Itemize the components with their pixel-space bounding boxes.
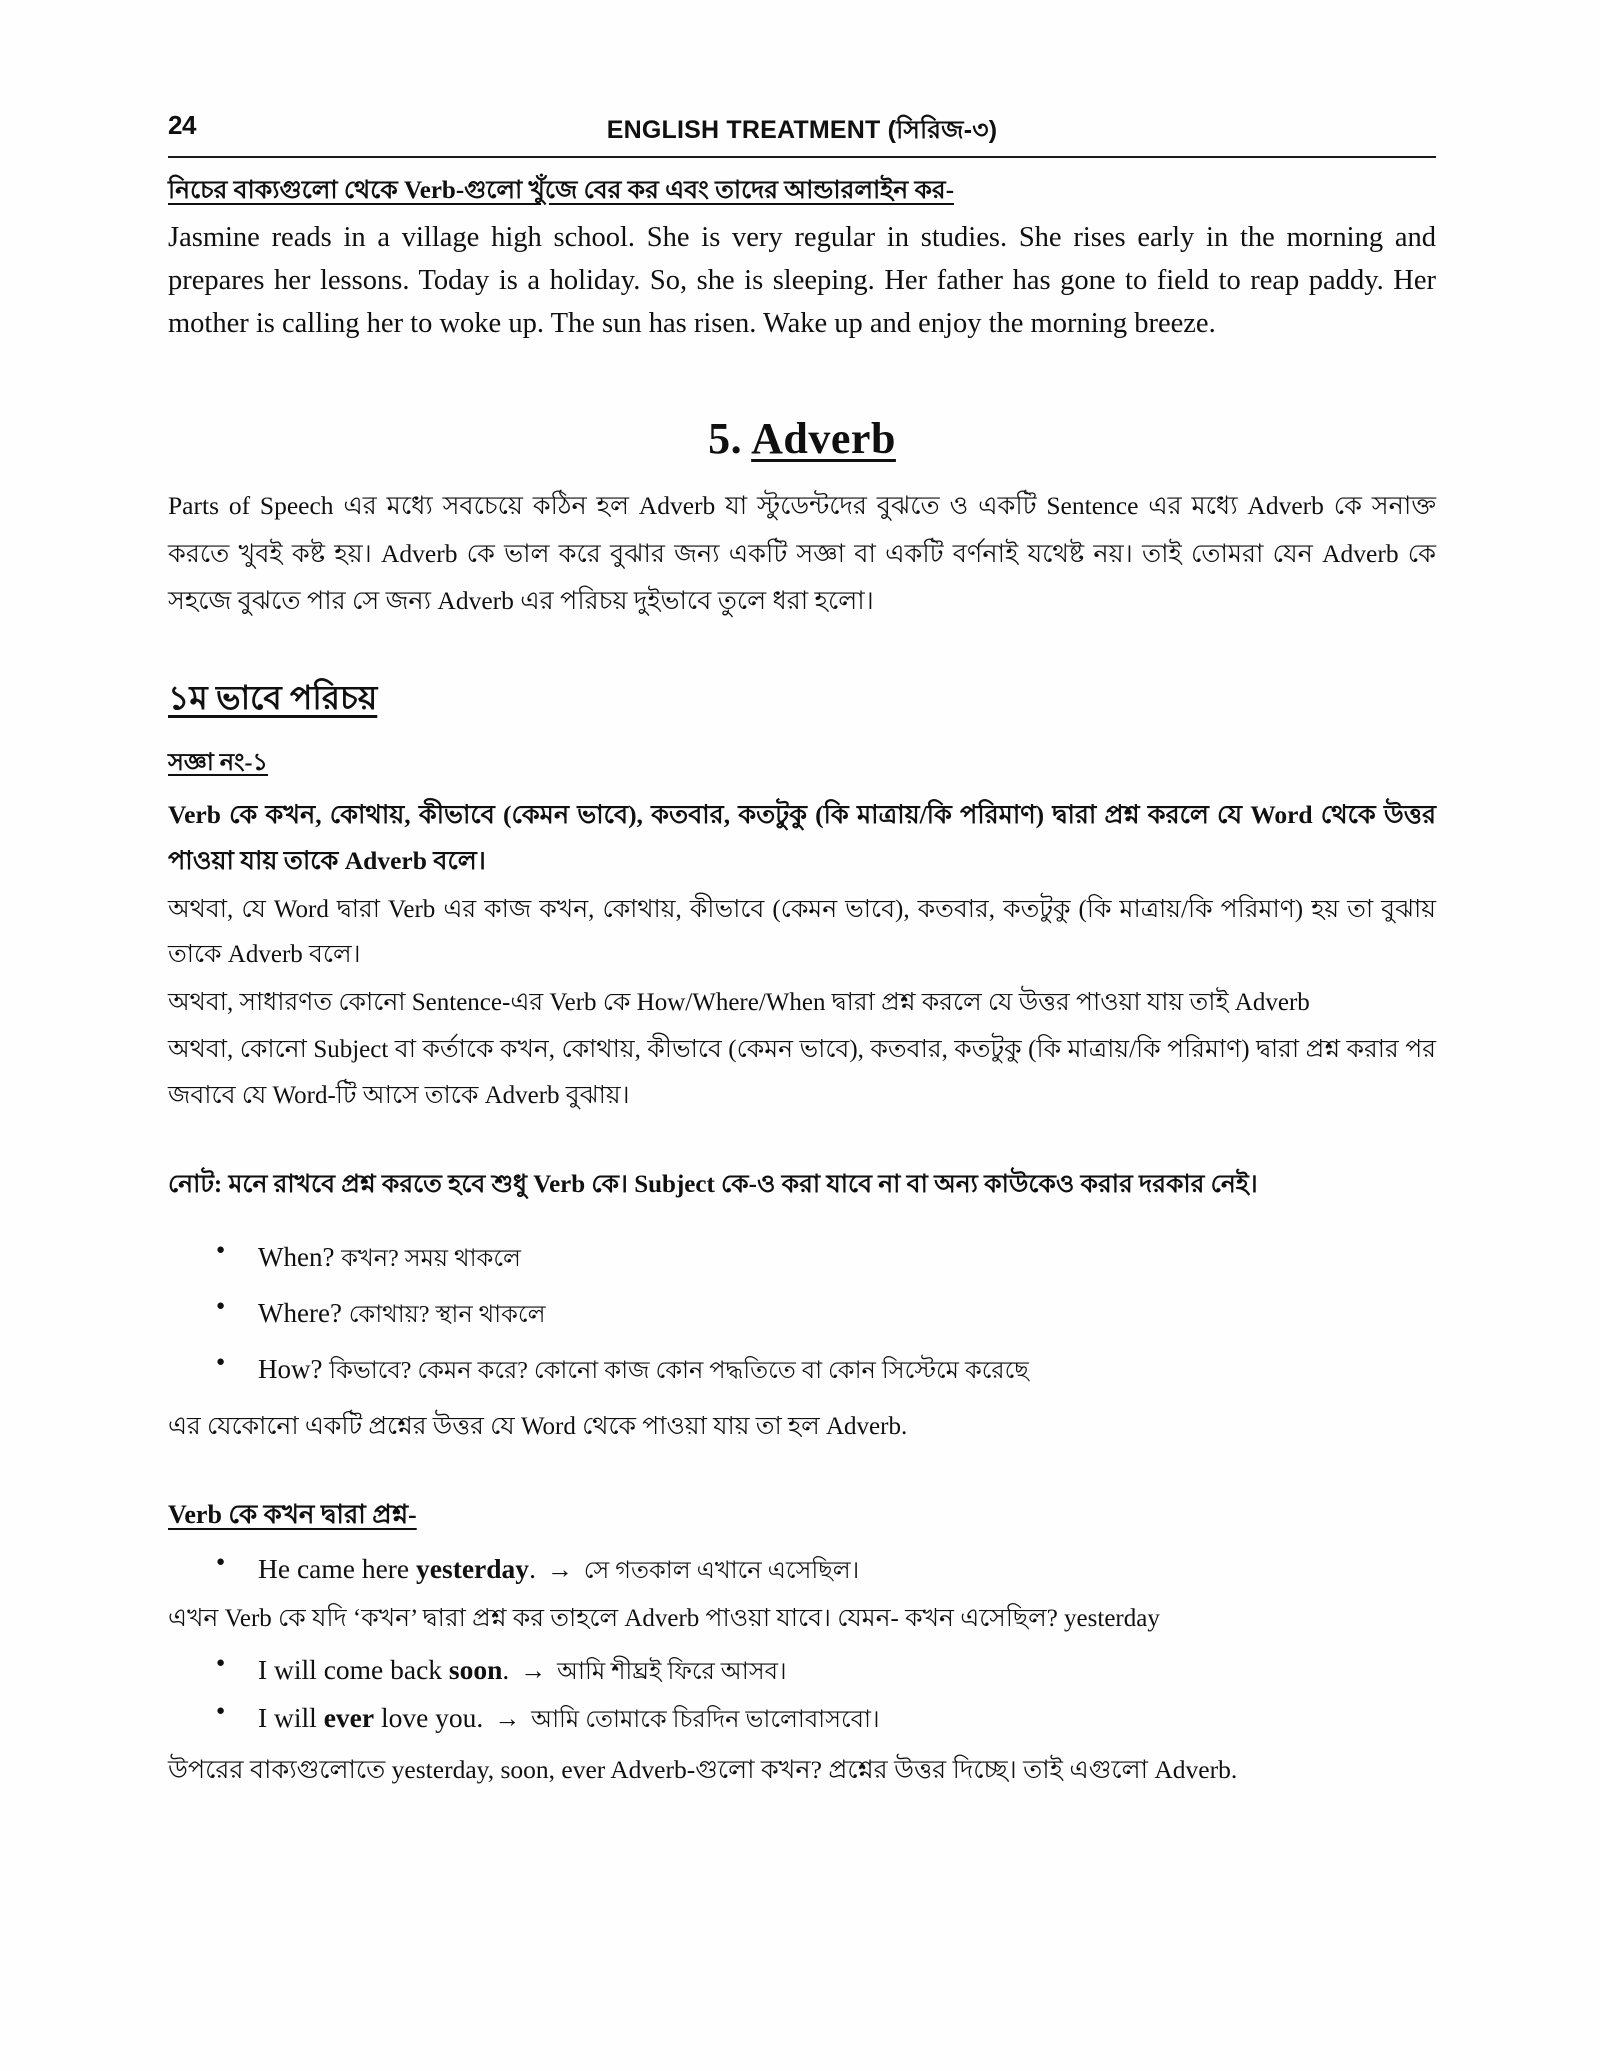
note-text: নোট: মনে রাখবে প্রশ্ন করতে হবে শুধু Verb কে। Subject কে-ও করা যাবে না বা অন্য কাউকেও করার দরকার নেই।: [168, 1171, 1258, 1199]
book-title: ENGLISH TREATMENT (সিরিজ-৩): [606, 116, 998, 144]
question-word-bengali: কোথায়? স্থান থাকলে: [348, 1301, 546, 1328]
example-before: I will come back: [258, 1653, 449, 1685]
definition-label-wrapper: [168, 728, 1436, 784]
question-word-english: When?: [258, 1241, 335, 1272]
alternative-definition-2: অথবা, সাধারণত কোনো Sentence-এর Verb কে How/Where/When দ্বারা প্রশ্ন করলে যে উত্তর পাওয়া যায় তাই Adverb: [168, 988, 1310, 1016]
alternative-definition-1: অথবা, যে Word দ্বারা Verb এর কাজ কখন, কোথায়, কীভাবে (কেমন ভাবে), কতবার, কতটুকু (কি মাত্রায়/কি পরিমাণ) হয় তা বুঝায় তাকে Adverb বলে।: [168, 895, 1436, 969]
example-adverb: yesterday: [416, 1553, 530, 1584]
example-after: .: [529, 1553, 536, 1584]
arrow-icon: →: [520, 1655, 547, 1685]
list-item: [258, 1550, 1436, 1589]
task-passage: Jasmine reads in a village high school. She is very regular in studies. She rises early in the morning and prepares her lessons. Today is a holiday. So, she is sleeping. Her father has gone to field to reap paddy. Her mother is calling her to woke up. The sun has risen. Wake up and enjoy the morning breeze.: [168, 221, 1436, 340]
list-item: [258, 1699, 1436, 1738]
example-list-first: [168, 1550, 1436, 1589]
after-bullets-line: এর যেকোনো একটি প্রশ্নের উত্তর যে Word থেকে পাওয়া যায় তা হল Adverb.: [168, 1413, 908, 1441]
example-gloss: আমি শীঘ্রই ফিরে আসব।: [557, 1658, 787, 1685]
task-instruction: নিচের বাক্যগুলো থেকে Verb-গুলো খুঁজে বের কর এবং তাদের আন্ডারলাইন কর-: [168, 177, 955, 204]
example-gloss: আমি তোমাকে চিরদিন ভালোবাসবো।: [531, 1707, 880, 1734]
definition-body: Verb কে কখন, কোথায়, কীভাবে (কেমন ভাবে), কতবার, কতটুকু (কি মাত্রায়/কি পরিমাণ) দ্বারা প্রশ্ন করলে যে Word থেকে উত্তর পাওয়া যায় তাকে Adverb বলে।: [168, 799, 1436, 876]
section-heading: ১ম ভাবে পরিচয়: [168, 680, 378, 717]
example-adverb: ever: [323, 1702, 375, 1734]
examples-heading-wrapper: [168, 1447, 1436, 1538]
example-list-rest: [168, 1651, 1436, 1738]
alternative-definition-3: অথবা, কোনো Subject বা কর্তাকে কখন, কোথায়, কীভাবে (কেমন ভাবে), কতবার, কতটুকু (কি মাত্রায়/কি পরিমাণ) দ্বারা প্রশ্ন করার পর জবাবে যে Word-টি আসে তাকে Adverb বুঝায়।: [168, 1036, 1436, 1109]
arrow-icon: →: [546, 1555, 573, 1584]
question-word-english: How?: [258, 1354, 323, 1385]
list-item: [258, 1651, 1436, 1690]
question-word-bengali: কিভাবে? কেমন করে? কোনো কাজ কোন পদ্ধতিতে বা কোন সিস্টেমে করেছে: [329, 1358, 1029, 1385]
header-divider: [168, 156, 1436, 158]
example-after: love you.: [374, 1702, 484, 1734]
chapter-number: 5.: [708, 414, 743, 464]
example-after: .: [502, 1653, 510, 1685]
chapter-title-word: Adverb: [751, 414, 896, 464]
example-gloss: সে গতকাল এখানে এসেছিল।: [583, 1558, 860, 1584]
example-before: He came here: [258, 1553, 417, 1584]
page-number: 24: [168, 110, 196, 140]
example-adverb: soon: [448, 1653, 503, 1685]
definition-label: সজ্ঞা নং-১: [168, 749, 269, 776]
list-item: [258, 1351, 1436, 1387]
example-before: I will: [258, 1702, 324, 1734]
example-explanation: এখন Verb কে যদি ‘কখন’ দ্বারা প্রশ্ন কর তাহলে Adverb পাওয়া যাবে। যেমন- কখন এসেছিল? yesterday: [168, 1604, 1160, 1632]
question-word-bengali: কখন? সময় থাকলে: [341, 1245, 521, 1272]
list-item: [258, 1295, 1436, 1331]
examples-conclusion: উপরের বাক্যগুলোতে yesterday, soon, ever Adverb-গুলো কখন? প্রশ্নের উত্তর দিচ্ছে। তাই এগুলো Adverb.: [168, 1754, 1238, 1784]
page-content: [168, 110, 1436, 1791]
question-word-english: Where?: [258, 1297, 342, 1328]
chapter-title: [168, 413, 1436, 464]
arrow-icon: →: [494, 1704, 521, 1734]
section-heading-wrapper: [168, 624, 1436, 728]
chapter-intro: Parts of Speech এর মধ্যে সবচেয়ে কঠিন হল Adverb যা স্টুডেন্টদের বুঝতে ও একটি Sentence এর মধ্যে Adverb কে সনাক্ত করতে খুবই কষ্ট হয়। Adverb কে ভাল করে বুঝার জন্য একটি সজ্ঞা বা একটি বর্ণনাই যথেষ্ট নয়। তাই তোমরা যেন Adverb কে সহজে বুঝতে পার সে জন্য Adverb এর পরিচয় দুইভাবে তুলে ধরা হলো।: [168, 491, 1436, 615]
list-item: [258, 1239, 1436, 1275]
examples-heading: Verb কে কখন দ্বারা প্রশ্ন-: [168, 1500, 417, 1530]
page-header: [168, 110, 1436, 154]
question-word-list: [168, 1239, 1436, 1388]
